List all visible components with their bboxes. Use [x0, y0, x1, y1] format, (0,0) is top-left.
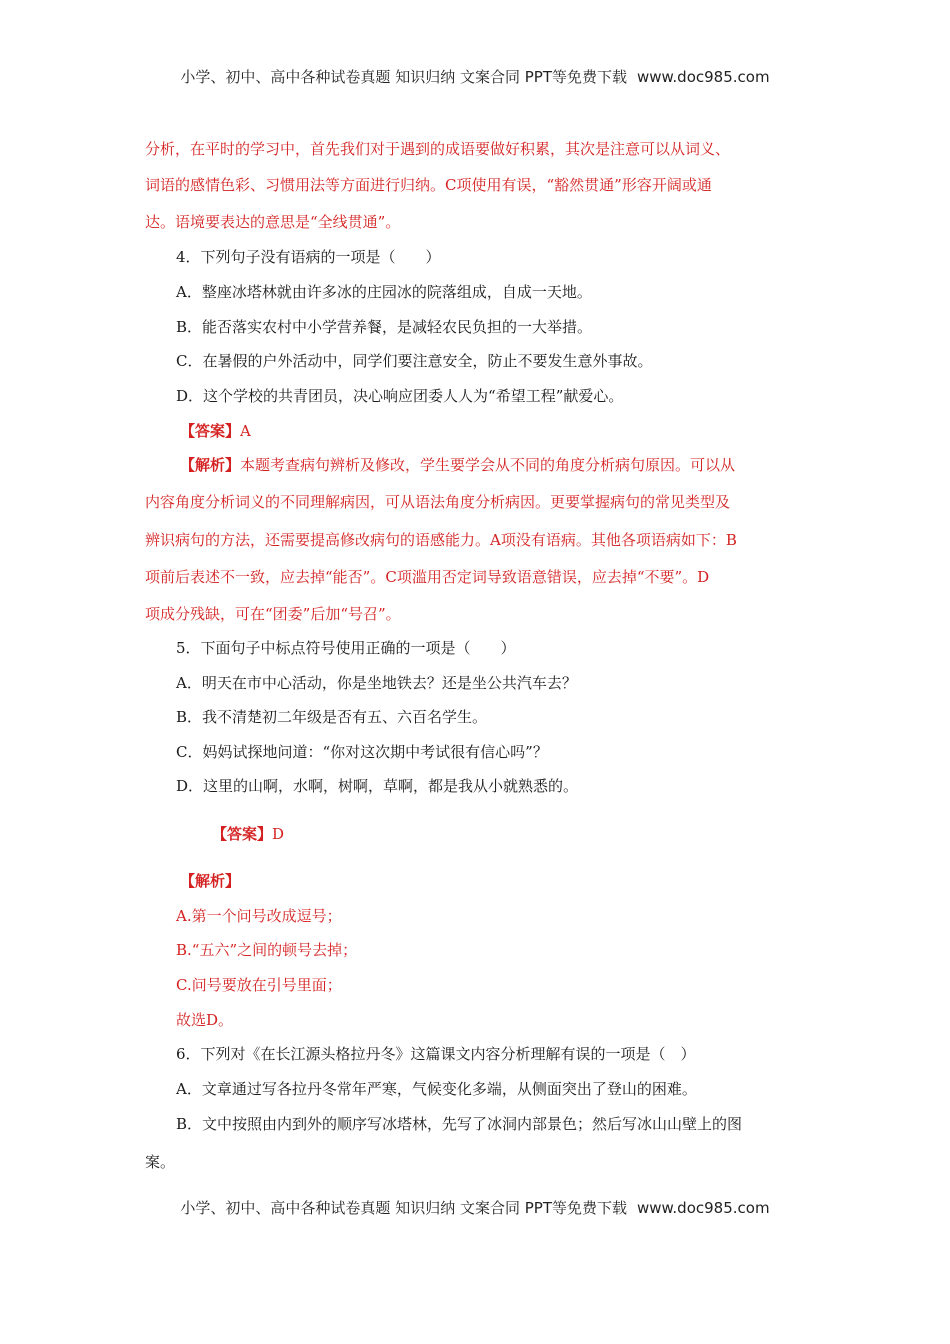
page-footer [0, 1197, 950, 1218]
q4-analysis-line-3: 辨识病句的方法，还需要提高修改病句的语感能力。A项没有语病。其他各项语病如下：B [145, 531, 737, 549]
q4-analysis-line-1 [180, 454, 735, 476]
q5-option-d: D．这里的山啊，水啊，树啊，草啊，都是我从小就熟悉的。 [176, 777, 579, 795]
q6-option-a: A．文章通过写各拉丹冬常年严寒，气候变化多端，从侧面突出了登山的困难。 [176, 1080, 697, 1098]
q4-analysis-line-4: 项前后表述不一致，应去掉“能否”。C项滥用否定词导致语意错误，应去掉“不要”。D [145, 568, 710, 586]
q5-analysis-line-1: A.第一个问号改成逗号； [176, 907, 342, 925]
q4-analysis-line-2: 内容角度分析词义的不同理解病因，可从语法角度分析病因。更要掌握病句的常见类型及 [145, 493, 731, 511]
q5-option-c: C．妈妈试探地问道：“你对这次期中考试很有信心吗”？ [176, 743, 548, 761]
q5-stem: 5．下面句子中标点符号使用正确的一项是（ ） [176, 639, 516, 657]
q4-stem: 4．下列句子没有语病的一项是（ ） [176, 248, 441, 266]
q4-option-a: A．整座冰塔林就由许多冰的庄园冰的院落组成，自成一天地。 [176, 283, 592, 301]
q4-analysis-line-5: 项成分残缺，可在“团委”后加“号召”。 [145, 605, 401, 623]
q6-option-b: B．文中按照由内到外的顺序写冰塔林，先写了冰洞内部景色；然后写冰山山壁上的图 [176, 1115, 743, 1133]
q4-option-b: B．能否落实农村中小学营养餐，是减轻农民负担的一大举措。 [176, 318, 593, 336]
q6-option-b-wrap: 案。 [145, 1153, 176, 1171]
page-header [0, 66, 950, 87]
q5-analysis-line-4: 故选D。 [176, 1011, 234, 1029]
q5-analysis-line-3: C.问号要放在引号里面； [176, 976, 342, 994]
header-text: 小学、初中、高中各种试卷真题 知识归纳 文案合同 PPT等免费下载 [180, 68, 627, 86]
q4-option-d: D．这个学校的共青团员，决心响应团委人人为“希望工程”献爱心。 [176, 387, 624, 405]
footer-text: 小学、初中、高中各种试卷真题 知识归纳 文案合同 PPT等免费下载 [180, 1199, 627, 1217]
q5-option-b: B．我不清楚初二年级是否有五、六百名学生。 [176, 708, 488, 726]
footer-url: www.doc985.com [636, 1199, 770, 1217]
q4-answer-value: A [240, 422, 251, 440]
q4-answer-tag: 【答案】 [180, 422, 241, 440]
q5-analysis-line-2: B.“五六”之间的顿号去掉； [176, 941, 358, 959]
header-url: www.doc985.com [636, 68, 770, 86]
q5-answer-value: D [272, 825, 285, 843]
q5-answer-tag: 【答案】 [212, 825, 273, 843]
q3-analysis-line-3: 达。语境要表达的意思是“全线贯通”。 [145, 213, 401, 231]
q6-stem: 6．下列对《在长江源头格拉丹冬》这篇课文内容分析理解有误的一项是（ ） [176, 1045, 696, 1063]
q4-option-c: C．在暑假的户外活动中，同学们要注意安全，防止不要发生意外事故。 [176, 352, 653, 370]
q4-analysis-first: 本题考查病句辨析及修改，学生要学会从不同的角度分析病句原因。可以从 [240, 456, 736, 474]
q5-option-a: A．明天在市中心活动，你是坐地铁去？还是坐公共汽车去？ [176, 674, 577, 692]
q4-analysis-tag: 【解析】 [180, 456, 241, 474]
q3-analysis-line-1: 分析，在平时的学习中，首先我们对于遇到的成语要做好积累，其次是注意可以从词义、 [145, 140, 731, 158]
q5-answer [212, 823, 284, 845]
q4-answer [180, 420, 251, 442]
q5-analysis-tag: 【解析】 [180, 872, 241, 890]
q3-analysis-line-2: 词语的感情色彩、习惯用法等方面进行归纳。C项使用有误，“豁然贯通”形容开阔或通 [145, 176, 712, 194]
